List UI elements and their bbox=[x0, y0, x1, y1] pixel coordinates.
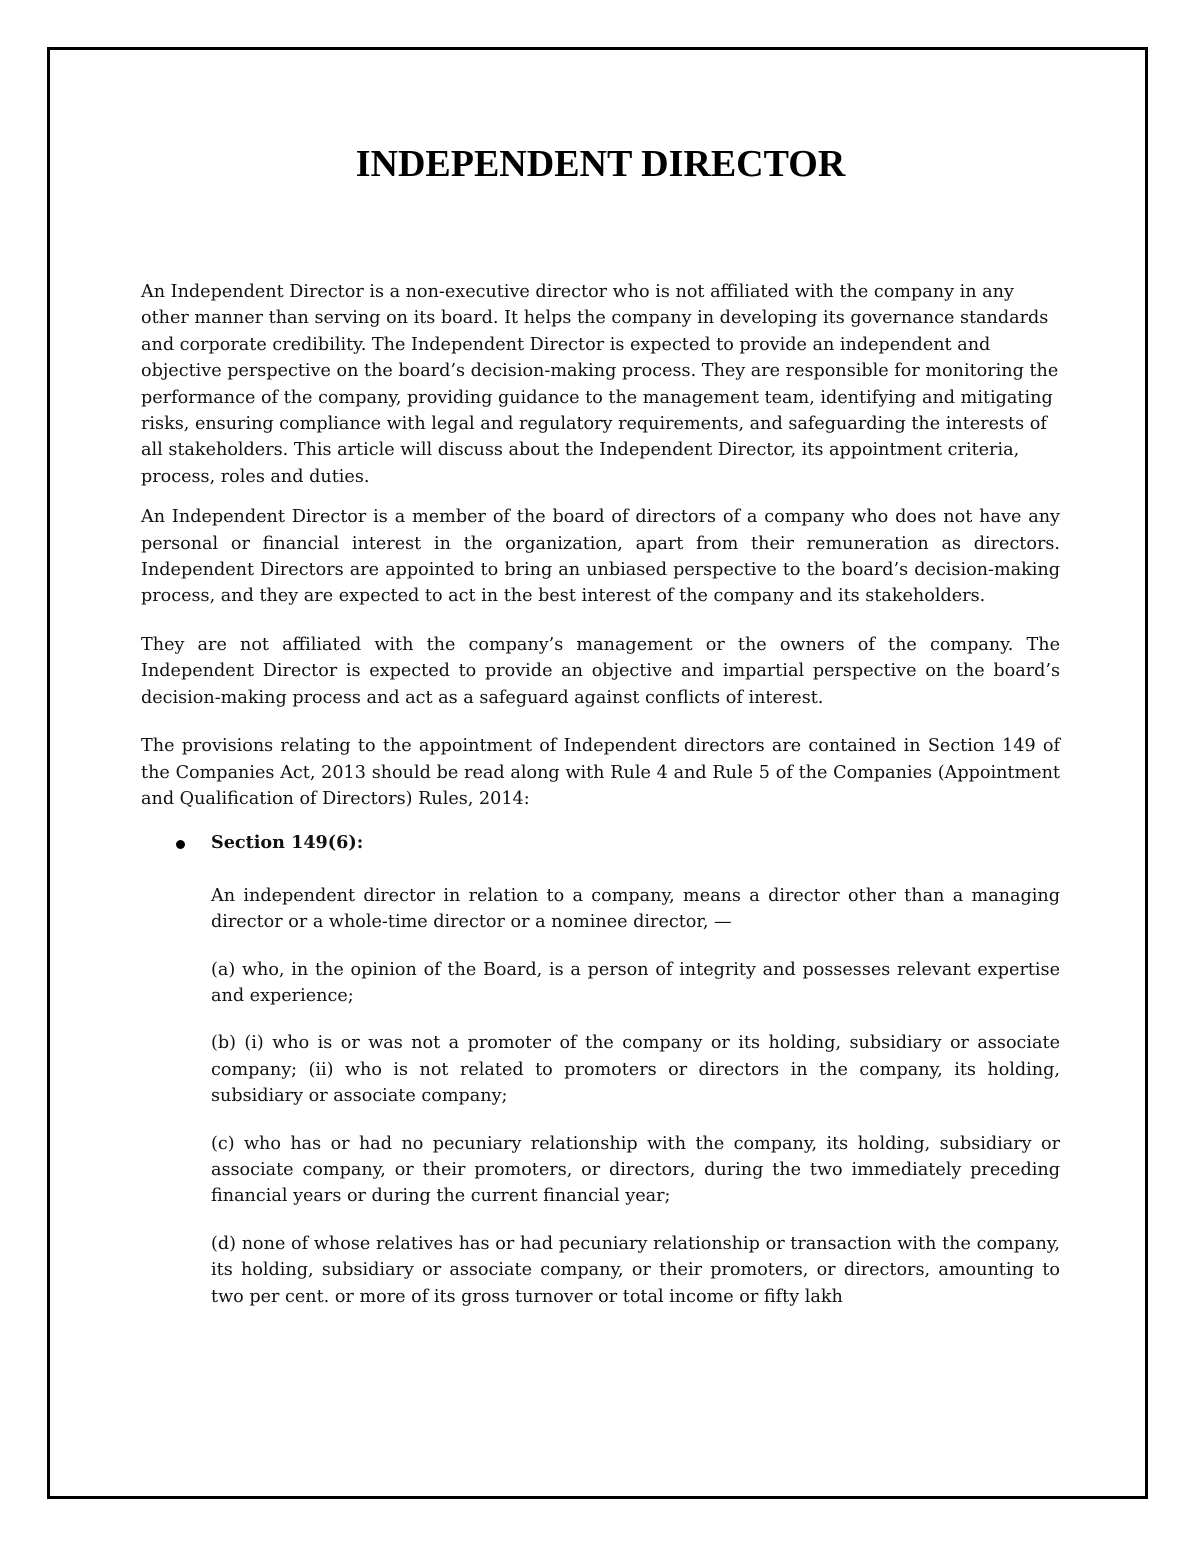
section-item-a: (a) who, in the opinion of the Board, is a person of integrity and possesses relevant expertise and experience; bbox=[211, 959, 1060, 1006]
bullet-icon bbox=[176, 840, 185, 849]
section-item-d: (d) none of whose relatives has or had pecuniary relationship or transaction with the company, its holding, subsidiary or associate company, or their promoters, or directors, amounting to two per cent. or more of its gross turnover or total income or fifty lakh bbox=[211, 1233, 1060, 1307]
section-heading: Section 149(6): bbox=[211, 832, 364, 854]
section-item-c: (c) who has or had no pecuniary relationship with the company, its holding, subsidiary or associate company, or their promoters, or directors, during the two immediately preceding financial years or during the current financial year; bbox=[211, 1133, 1060, 1207]
section-item-b: (b) (i) who is or was not a promoter of the company or its holding, subsidiary or associate company; (ii) who is not related to promoters or directors in the company, its holding, subsidiary or associate company; bbox=[211, 1033, 1060, 1107]
section-intro: An independent director in relation to a company, means a director other than a managing director or a whole-time director or a nominee director, — bbox=[211, 885, 1060, 933]
intro-paragraph: An Independent Director is a non-executive director who is not affiliated with the company in any other manner than serving on its board. It helps the company in developing its governance standards and corporate credibility. The Independent Director is expected to provide an independent and objective perspective on the board’s decision-making process. They are responsible for monitoring the performance of the company, providing guidance to the management team, identifying and mitigating risks, ensuring compliance with legal and regulatory requirements, and safeguarding the interests of all stakeholders. This article will discuss about the Independent Director, its appointment criteria, process, roles and duties. bbox=[141, 282, 1059, 487]
provisions-paragraph: The provisions relating to the appointment of Independent directors are contained in Section 149 of the Companies Act, 2013 should be read along with Rule 4 and Rule 5 of the Companies (Appointment and Qualification of Directors) Rules, 2014: bbox=[141, 736, 1060, 809]
document-body bbox=[141, 140, 1060, 1310]
page-title: INDEPENDENT DIRECTOR bbox=[355, 143, 846, 185]
section-149-6 bbox=[141, 830, 1060, 1310]
affiliation-paragraph: They are not affiliated with the company’s management or the owners of the company. The Independent Director is expected to provide an objective and impartial perspective on the board’s decision-making process and act as a safeguard against conflicts of interest. bbox=[141, 634, 1060, 708]
definition-paragraph: An Independent Director is a member of the board of directors of a company who does not have any personal or financial interest in the organization, apart from their remuneration as directors. Independent Directors are appointed to bring an unbiased perspective to the board’s decision-making process, and they are expected to act in the best interest of the company and its stakeholders. bbox=[141, 507, 1060, 607]
